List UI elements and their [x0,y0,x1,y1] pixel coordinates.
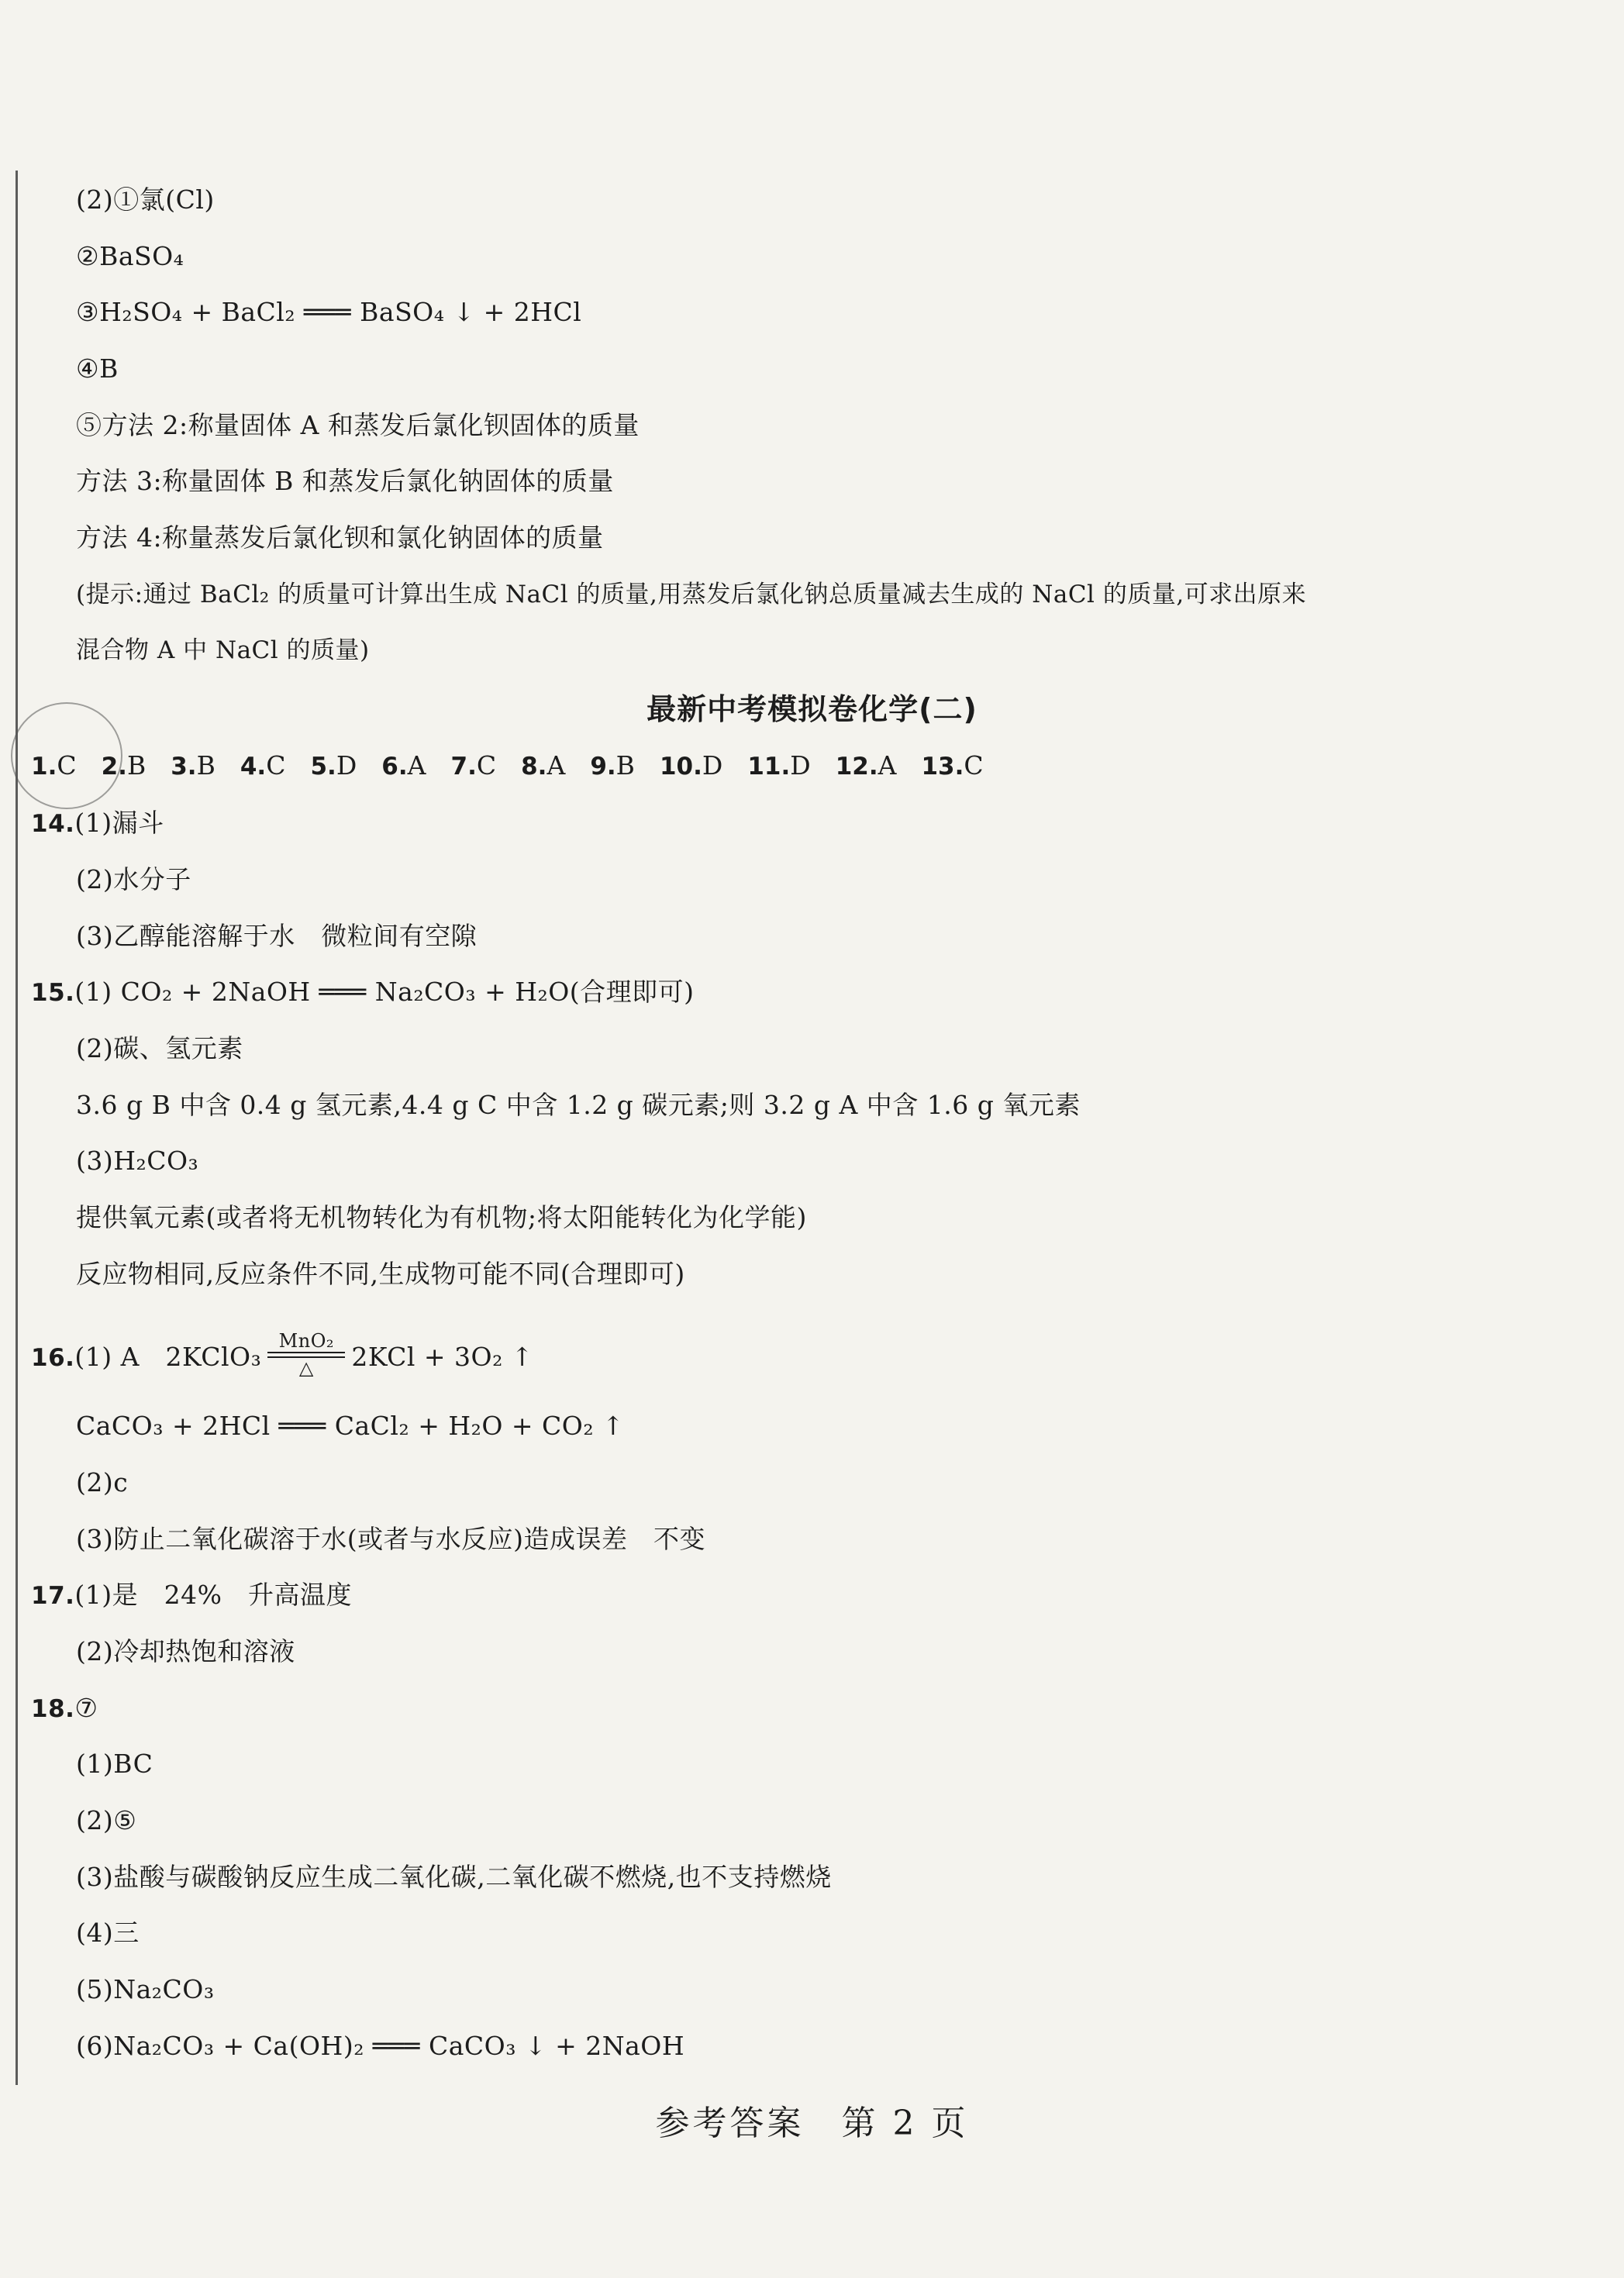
choice-letter: D [702,750,723,781]
choice-letter: B [196,750,215,781]
answer-line: (2)c [76,1467,129,1497]
question-18 [31,1691,98,1726]
choice-number: 7. [450,753,477,781]
question-16 [31,1330,533,1383]
choice-number: 9. [590,753,616,781]
answer-text: (1)是 24% 升高温度 [74,1580,353,1610]
choice-answer [590,749,635,784]
choice-number: 2. [101,753,127,781]
answer-line: 方法 3:称量固体 B 和蒸发后氯化钠固体的质量 [76,466,614,496]
choice-letter: C [57,750,77,781]
heat-label: △ [298,1357,314,1379]
answer-line: ②BaSO₄ [76,241,184,271]
choice-number: 13. [921,753,964,781]
hint-line: 混合物 A 中 NaCl 的质量) [76,636,370,664]
answer-text: (1)漏斗 [74,808,164,838]
choice-letter: B [615,750,635,781]
answer-text: ⑦ [74,1693,98,1723]
choice-answer [310,749,357,784]
catalyst-label: MnO₂ [278,1330,334,1352]
question-number: 14. [31,810,75,838]
question-17 [31,1578,352,1613]
answer-line: 3.6 g B 中含 0.4 g 氢元素,4.4 g C 中含 1.2 g 碳元素;则 3.2 g A 中含 1.6 g 氧元素 [76,1090,1081,1120]
choice-number: 12. [835,753,878,781]
answer-text: (1) CO₂ + 2NaOH ═══ Na₂CO₃ + H₂O(合理即可) [74,977,695,1007]
answer-line: (2)水分子 [76,864,191,894]
choice-answer [381,749,426,784]
question-number: 16. [31,1344,75,1372]
answer-line: ⑤方法 2:称量固体 A 和蒸发后氯化钡固体的质量 [76,410,640,440]
choice-letter: B [126,750,147,781]
choice-letter: A [878,750,897,781]
choice-letter: C [476,750,497,781]
choice-number: 6. [381,753,408,781]
answer-line: (2)⑤ [76,1805,137,1835]
question-number: 17. [31,1582,75,1610]
choice-letter: A [547,750,566,781]
choice-number: 8. [521,753,547,781]
choice-number: 11. [747,753,791,781]
answer-line: 提供氧元素(或者将无机物转化为有机物;将太阳能转化为化学能) [76,1202,807,1232]
answer-line: (3)盐酸与碳酸钠反应生成二氧化碳,二氧化碳不燃烧,也不支持燃烧 [76,1862,832,1892]
answer-line: ③H₂SO₄ + BaCl₂ ═══ BaSO₄ ↓ + 2HCl [76,297,582,327]
answer-text: (1) A 2KClO₃ [74,1342,262,1372]
choice-answer [451,749,497,784]
choice-answer [31,749,77,784]
answer-line: (2)①氯(Cl) [76,184,215,215]
choice-number: 3. [171,753,197,781]
answer-line: 反应物相同,反应条件不同,生成物可能不同(合理即可) [76,1259,685,1289]
hint-line: (提示:通过 BaCl₂ 的质量可计算出生成 NaCl 的质量,用蒸发后氯化钠总质量减去生成的 NaCl 的质量,可求出原来 [76,581,1307,608]
choice-answer [240,749,286,784]
answer-line: (6)Na₂CO₃ + Ca(OH)₂ ═══ CaCO₃ ↓ + 2NaOH [76,2031,685,2061]
choice-answer [836,749,897,784]
answer-line: (3)防止二氧化碳溶于水(或者与水反应)造成误差 不变 [76,1524,705,1554]
answer-line: (4)三 [76,1918,140,1948]
choice-answer [102,749,147,784]
choice-letter: C [964,750,984,781]
choice-answer [747,749,810,784]
answer-line: (5)Na₂CO₃ [76,1974,215,2004]
answer-line: 方法 4:称量蒸发后氯化钡和氯化钠固体的质量 [76,522,604,553]
section-title: 最新中考模拟卷化学(二) [646,692,978,726]
question-15 [31,975,695,1010]
question-number: 18. [31,1695,75,1723]
choice-answers [31,749,1009,784]
page-footer: 参考答案 第 2 页 [655,2104,969,2143]
margin-rule [16,171,18,2085]
choice-answer [660,749,722,784]
answer-line: (3)乙醇能溶解于水 微粒间有空隙 [76,921,478,951]
choice-answer [921,749,983,784]
choice-letter: A [407,750,426,781]
question-14 [31,806,164,841]
choice-letter: D [336,750,357,781]
answer-line: (2)碳、氢元素 [76,1033,243,1063]
question-number: 15. [31,979,75,1007]
answer-line: (2)冷却热饱和溶液 [76,1636,295,1666]
choice-number: 10. [659,753,702,781]
answer-text: 2KCl + 3O₂ ↑ [351,1342,533,1372]
choice-number: 1. [31,753,57,781]
choice-answer [171,749,215,784]
answer-line: (1)BC [76,1749,153,1779]
choice-letter: D [790,750,811,781]
choice-number: 5. [310,753,336,781]
answer-line: ④B [76,353,119,384]
answer-line: (3)H₂CO₃ [76,1146,199,1176]
reaction-arrow [267,1330,345,1378]
choice-answer [521,749,565,784]
answer-line: CaCO₃ + 2HCl ═══ CaCl₂ + H₂O + CO₂ ↑ [76,1411,625,1441]
choice-number: 4. [240,753,267,781]
choice-letter: C [266,750,286,781]
